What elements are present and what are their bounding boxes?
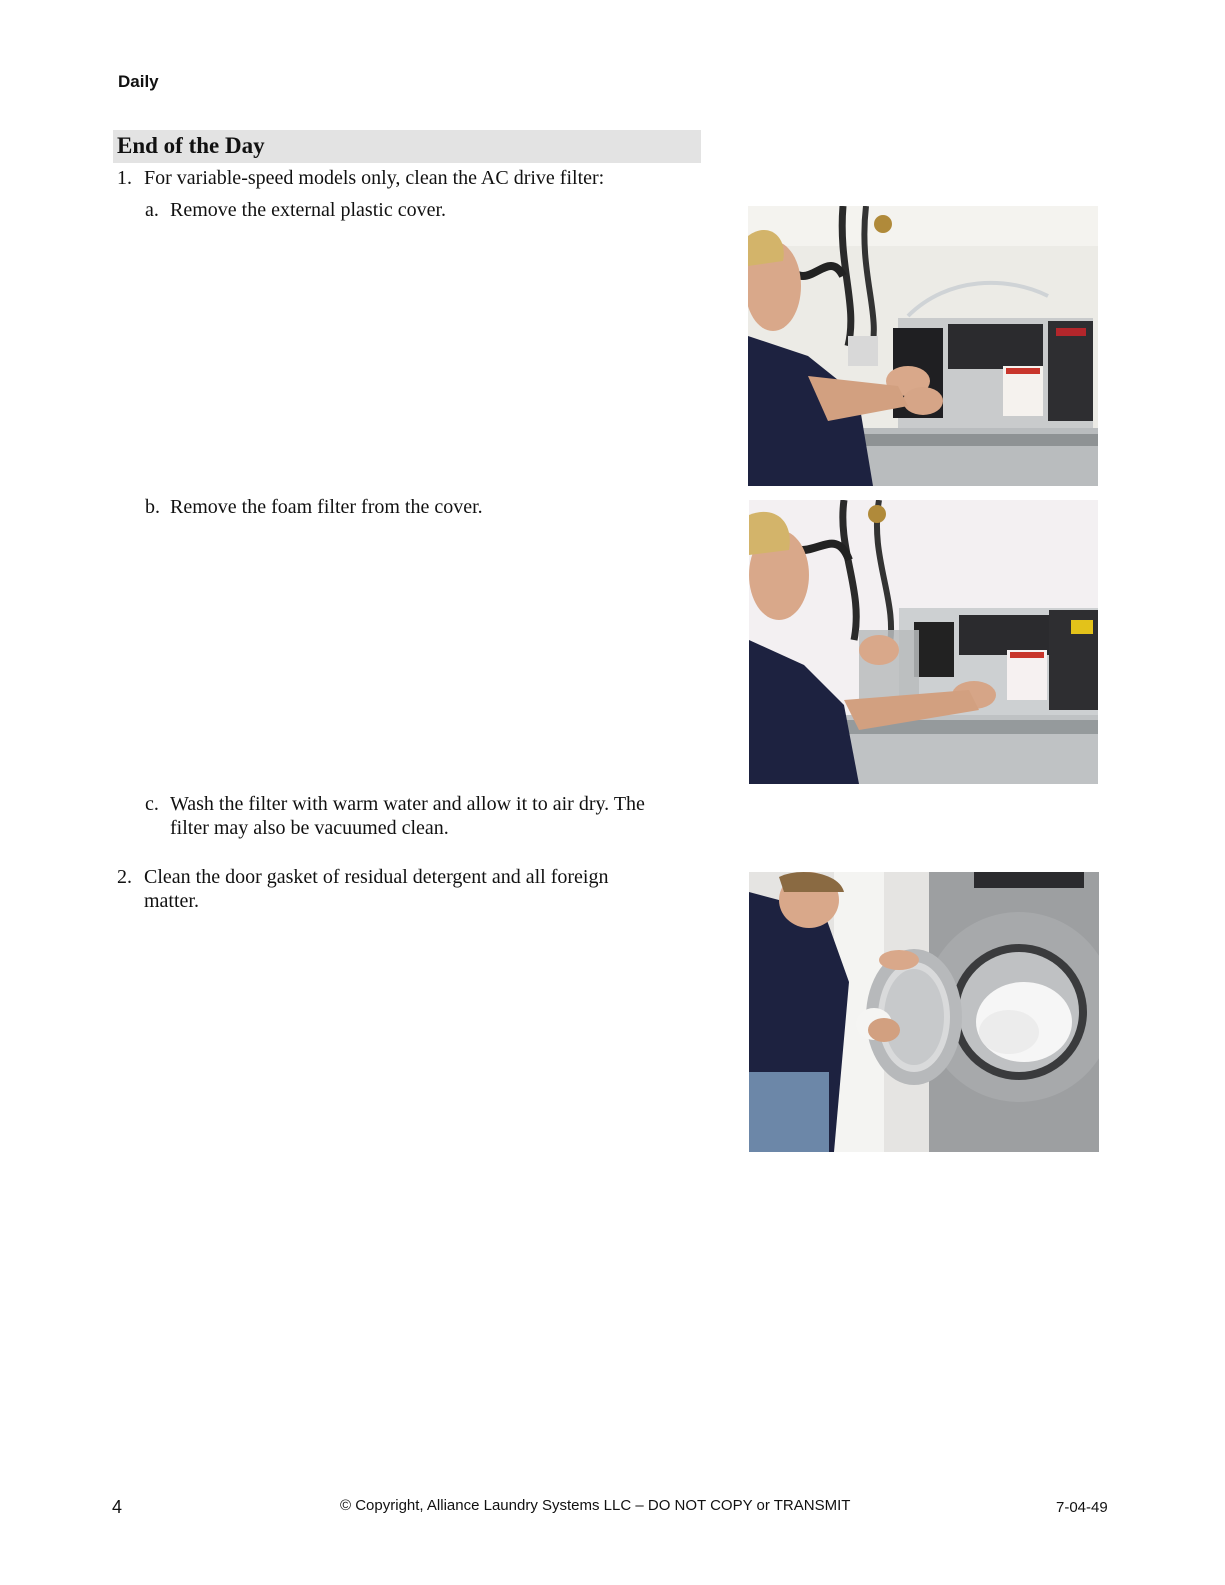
substep-text-line2: filter may also be vacuumed clean. xyxy=(170,817,449,839)
step-number: 2. xyxy=(117,866,132,888)
section-heading-bar xyxy=(113,130,701,163)
step-text: For variable-speed models only, clean the AC drive filter: xyxy=(144,167,605,189)
step-text-line1: Clean the door gasket of residual detergent and all foreign xyxy=(144,866,609,888)
photo-remove-cover xyxy=(748,206,1098,486)
photo-remove-foam-filter xyxy=(749,500,1098,784)
section-title: End of the Day xyxy=(117,133,265,158)
substep-c xyxy=(145,792,705,840)
step-1 xyxy=(117,166,697,190)
substep-text: Remove the external plastic cover. xyxy=(170,199,447,221)
step-text-line2: matter. xyxy=(144,890,199,912)
photo-clean-door-gasket xyxy=(749,872,1099,1152)
substep-letter: c. xyxy=(145,793,159,815)
step-number: 1. xyxy=(117,167,132,189)
substep-b xyxy=(145,495,695,519)
substep-text: Remove the foam filter from the cover. xyxy=(170,496,483,518)
substep-letter: b. xyxy=(145,496,160,518)
substep-a xyxy=(145,198,695,222)
page-number: 4 xyxy=(112,1497,123,1517)
copyright-notice: © Copyright, Alliance Laundry Systems LLC – DO NOT COPY or TRANSMIT xyxy=(340,1497,851,1514)
substep-letter: a. xyxy=(145,199,159,221)
document-number: 7-04-49 xyxy=(1056,1499,1108,1516)
substep-text-line1: Wash the filter with warm water and allow it to air dry. The xyxy=(170,793,645,815)
step-2 xyxy=(117,865,697,913)
running-header: Daily xyxy=(118,72,159,91)
